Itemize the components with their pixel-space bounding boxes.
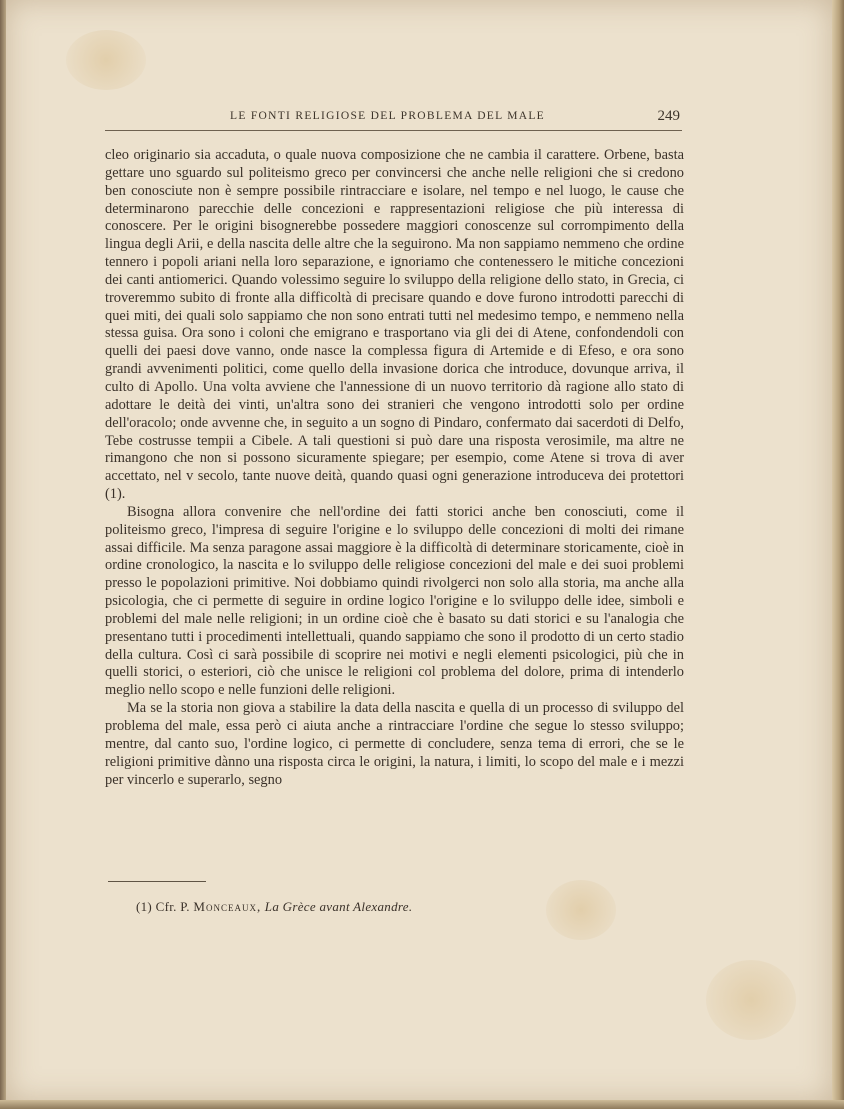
footnote-title: La Grèce avant Alexandre. (264, 899, 413, 914)
paragraph: Ma se la storia non giova a stabilire la data della nascita e quella di un processo di sviluppo del problema del male, essa però ci aiuta anche a rintracciare l'ordine che segue lo stesso sviluppo; mentre, dal canto suo, l'ordine logico, ci permette di concludere, senza tema di errori, che se le religioni primitive dànno una risposta circa le origini, la natura, i limiti, lo scopo del male e i mezzi per vincerlo e superarlo, segno (105, 700, 684, 788)
footnote-marker: (1) Cfr. P. (136, 899, 190, 914)
paper-stain (706, 960, 796, 1040)
paper-stain (66, 30, 146, 90)
paper-stain (546, 880, 616, 940)
footnote (136, 899, 412, 915)
running-title: LE FONTI RELIGIOSE DEL PROBLEMA DEL MALE (230, 110, 545, 122)
page-header (105, 110, 682, 131)
page-number: 249 (657, 108, 680, 124)
footnote-rule (108, 881, 206, 882)
body-text (105, 147, 684, 789)
paragraph: Bisogna allora convenire che nell'ordine dei fatti storici anche ben conosciuti, come il politeismo greco, l'impresa di seguire l'origine e lo sviluppo delle concezioni di molti dei rimane assai difficile. Ma senza paragone assai maggiore è la difficoltà di determinare storicamente, cioè in ordine cronologico, la nascita e lo sviluppo delle religiose concezioni del male e dei suoi problemi presso le popolazioni primitive. Noi dobbiamo quindi rivolgerci non solo alla storia, ma anche alla psicologia, che ci permette di seguire in ordine logico l'origine e lo sviluppo delle idee, simboli e problemi del male nelle religioni; in un ordine cioè che è basato su dati storici e su l'analogia che presentano tutti i procedimenti intellettuali, quando sappiamo che sono il prodotto di un certo stadio della cultura. Così ci sarà possibile di scoprire nei motivi e negli elementi psicologici, più che in quelli storici, o esteriori, ciò che unisce le religioni col problema del dolore, prima di intenderlo meglio nello scopo e nelle funzioni delle religioni. (105, 503, 684, 699)
page-edge-bottom (0, 1100, 844, 1109)
footnote-author: Monceaux, (193, 899, 262, 914)
page-edge-right (832, 0, 844, 1109)
paragraph: cleo originario sia accaduta, o quale nuova composizione che ne cambia il carattere. Orbene, basta gettare uno sguardo sul politeismo greco per convincersi che anche nelle religioni che si credono ben conosciute non è sempre possibile rintracciare e isolare, nel tempo e nel luogo, le cause che determinarono parecchie delle concezioni e rappresentazioni religiose che più interessa di conoscere. Per le origini bisognerebbe possedere maggiori conoscenze sul corrompimento della lingua degli Arii, e della nascita delle altre che la seguirono. Ma non sappiamo nemmeno che ordine tennero i popoli ariani nella loro separazione, e ignoriamo che contenessero le mitiche concezioni dei canti antiomerici. Quando volessimo seguire lo sviluppo della religione dello stato, in Grecia, ci troveremmo subito di fronte alla difficoltà di precisare quando e dove furono introdotti parecchi di quei miti, dei quali solo sappiamo che non sono entrati tutti nel medesimo tempo, e nemmeno nella stessa guisa. Ora sono i coloni che emigrano e trasportano via gli dei di Atene, confondendoli con quelli dei paesi dove vanno, onde nasce la complessa figura di Artemide e di Efeso, e ora sono grandi avvenimenti politici, come quello della invasione dorica che introduce, dovunque arriva, il culto di Apollo. Una volta avviene che l'annessione di un nuovo territorio dà ragione allo stato di adottare le deità dei vinti, un'altra sono dei stranieri che vengono introdotti solo per ordine dell'oracolo; onde avvenne che, in seguito a un sogno di Pindaro, confermato dai sacerdoti di Delfo, Tebe costrusse tempii a Cibele. A tali questioni si può dare una risposta verosimile, ma altre ne rimangono che non si possono sicuramente spiegare; per esempio, come Atene si trova di aver accettato, nel v secolo, tante nuove deità, quando quasi ogni generazione introduceva dei protettori (1). (105, 147, 684, 503)
